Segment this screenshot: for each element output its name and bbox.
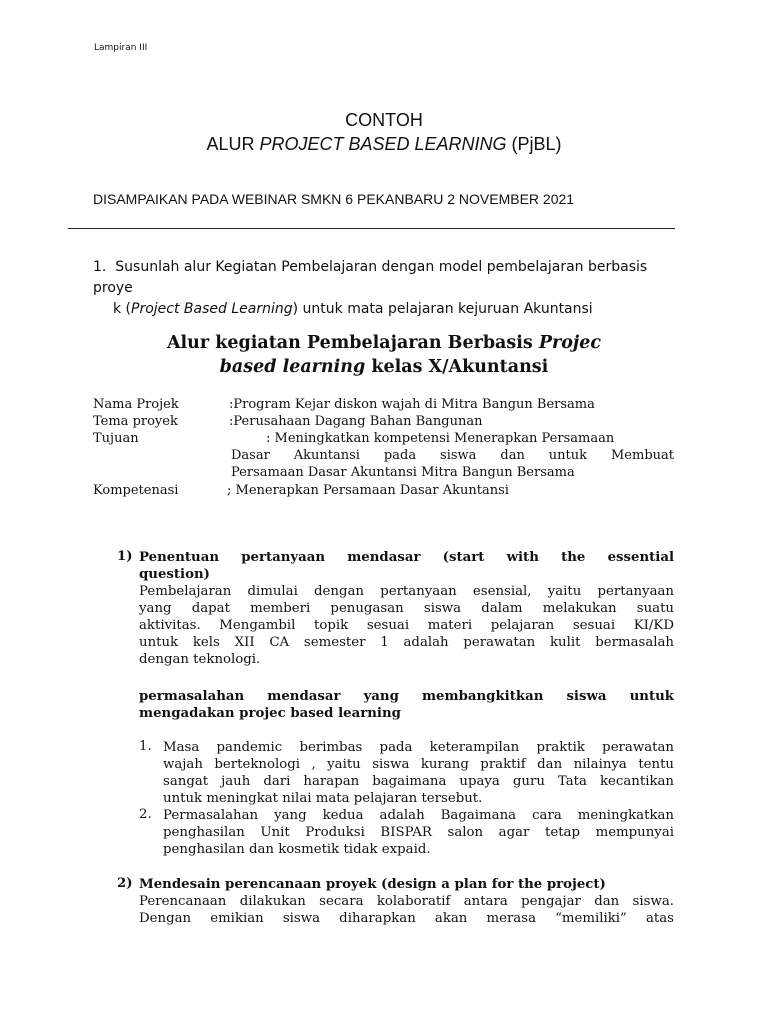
instruction-text-2-pre: k (	[113, 301, 132, 317]
title-line-2-italic: PROJECT BASED LEARNING	[259, 134, 507, 154]
heading-text-2: kelas X/Akuntansi	[365, 357, 549, 377]
problem-1-line-2: wajah berteknologi , yaitu siswa kurang praktif dan nilainya tentu	[163, 757, 674, 772]
project-name-label: Nama Projek	[93, 397, 179, 412]
section-2-para-line-2: Dengan emikian siswa diharapkan akan merasa “memiliki” atas	[139, 911, 674, 926]
problem-2-number: 2.	[139, 807, 152, 822]
instruction-text-1: Susunlah alur Kegiatan Pembelajaran dengan model pembelajaran berbasis proye	[93, 259, 648, 296]
objective-label: Tujuan	[93, 431, 139, 446]
problem-heading-line-1: permasalahan mendasar yang membangkitkan siswa untuk	[139, 689, 674, 704]
section-1-title-line-1: Penentuan pertanyaan mendasar (start with the essential	[139, 550, 674, 565]
section-1-para-line-3: aktivitas. Mengambil topik sesuai materi pelajaran sesuai KI/KD	[139, 618, 674, 633]
section-heading-line-1	[0, 333, 768, 353]
problem-heading-line-2: mengadakan projec based learning	[139, 706, 401, 721]
instruction-text-2-post: ) untuk mata pelajaran kejuruan Akuntansi	[292, 301, 593, 317]
section-1-para-line-4: untuk kels XII CA semester 1 adalah perawatan kulit bermasalah	[139, 635, 674, 650]
section-1-para-line-1: Pembelajaran dimulai dengan pertanyaan esensial, yaitu pertanyaan	[139, 584, 674, 599]
section-2-number: 2)	[117, 876, 133, 891]
section-2-para-line-1: Perencanaan dilakukan secara kolaboratif antara pengajar dan siswa.	[139, 894, 674, 909]
heading-text-2-italic: based learning	[219, 357, 366, 377]
horizontal-rule	[68, 228, 675, 229]
instruction-text-2-italic: Project Based Learning	[131, 301, 293, 317]
problem-1-line-1: Masa pandemic berimbas pada keterampilan praktik perawatan	[163, 740, 674, 755]
heading-text-1: Alur kegiatan Pembelajaran Berbasis	[166, 333, 539, 353]
title-line-1: CONTOH	[345, 110, 423, 130]
project-theme-value: :Perusahaan Dagang Bahan Bangunan	[229, 414, 483, 429]
title-line-2-post: (PjBL)	[506, 134, 562, 154]
objective-line-1: : Meningkatkan kompetensi Menerapkan Persamaan	[266, 431, 615, 446]
competency-label: Kompetenasi	[93, 483, 179, 498]
appendix-label: Lampiran III	[94, 43, 148, 53]
problem-2-line-1: Permasalahan yang kedua adalah Bagaimana cara meningkatkan	[163, 808, 674, 823]
section-1-para-line-5: dengan teknologi.	[139, 652, 261, 667]
instruction-item	[93, 257, 678, 320]
objective-line-2: Dasar Akuntansi pada siswa dan untuk Membuat	[231, 448, 674, 463]
section-1-para-line-2: yang dapat memberi penugasan siswa dalam melakukan suatu	[139, 601, 674, 616]
problem-2-line-2: penghasilan Unit Produksi BISPAR salon agar tetap mempunyai	[163, 825, 674, 840]
instruction-line-1	[93, 257, 678, 299]
section-1-number: 1)	[117, 549, 133, 564]
section-1-title-line-2: question)	[139, 567, 210, 582]
project-name-value: :Program Kejar diskon wajah di Mitra Bangun Bersama	[229, 397, 595, 412]
objective-line-3: Persamaan Dasar Akuntansi Mitra Bangun Bersama	[231, 465, 575, 480]
section-heading-line-2	[0, 357, 768, 377]
section-2-title: Mendesain perencanaan proyek (design a plan for the project)	[139, 877, 606, 892]
problem-1-number: 1.	[139, 739, 152, 754]
problem-1-line-3: sangat jauh dari harapan bagaimana upaya guru Tata kecantikan	[163, 774, 674, 789]
heading-text-1-italic: Projec	[538, 333, 602, 353]
project-theme-label: Tema proyek	[93, 414, 178, 429]
title-line-2-pre: ALUR	[206, 134, 260, 154]
instruction-line-2	[93, 299, 678, 320]
subtitle: DISAMPAIKAN PADA WEBINAR SMKN 6 PEKANBARU 2 NOVEMBER 2021	[93, 191, 575, 207]
title-line-2	[0, 134, 768, 155]
problem-1-line-4: untuk meningkat nilai mata pelajaran tersebut.	[163, 791, 483, 806]
competency-value: ; Menerapkan Persamaan Dasar Akuntansi	[227, 483, 509, 498]
instruction-number: 1.	[93, 259, 107, 275]
problem-2-line-3: penghasilan dan kosmetik tidak expaid.	[163, 842, 431, 857]
